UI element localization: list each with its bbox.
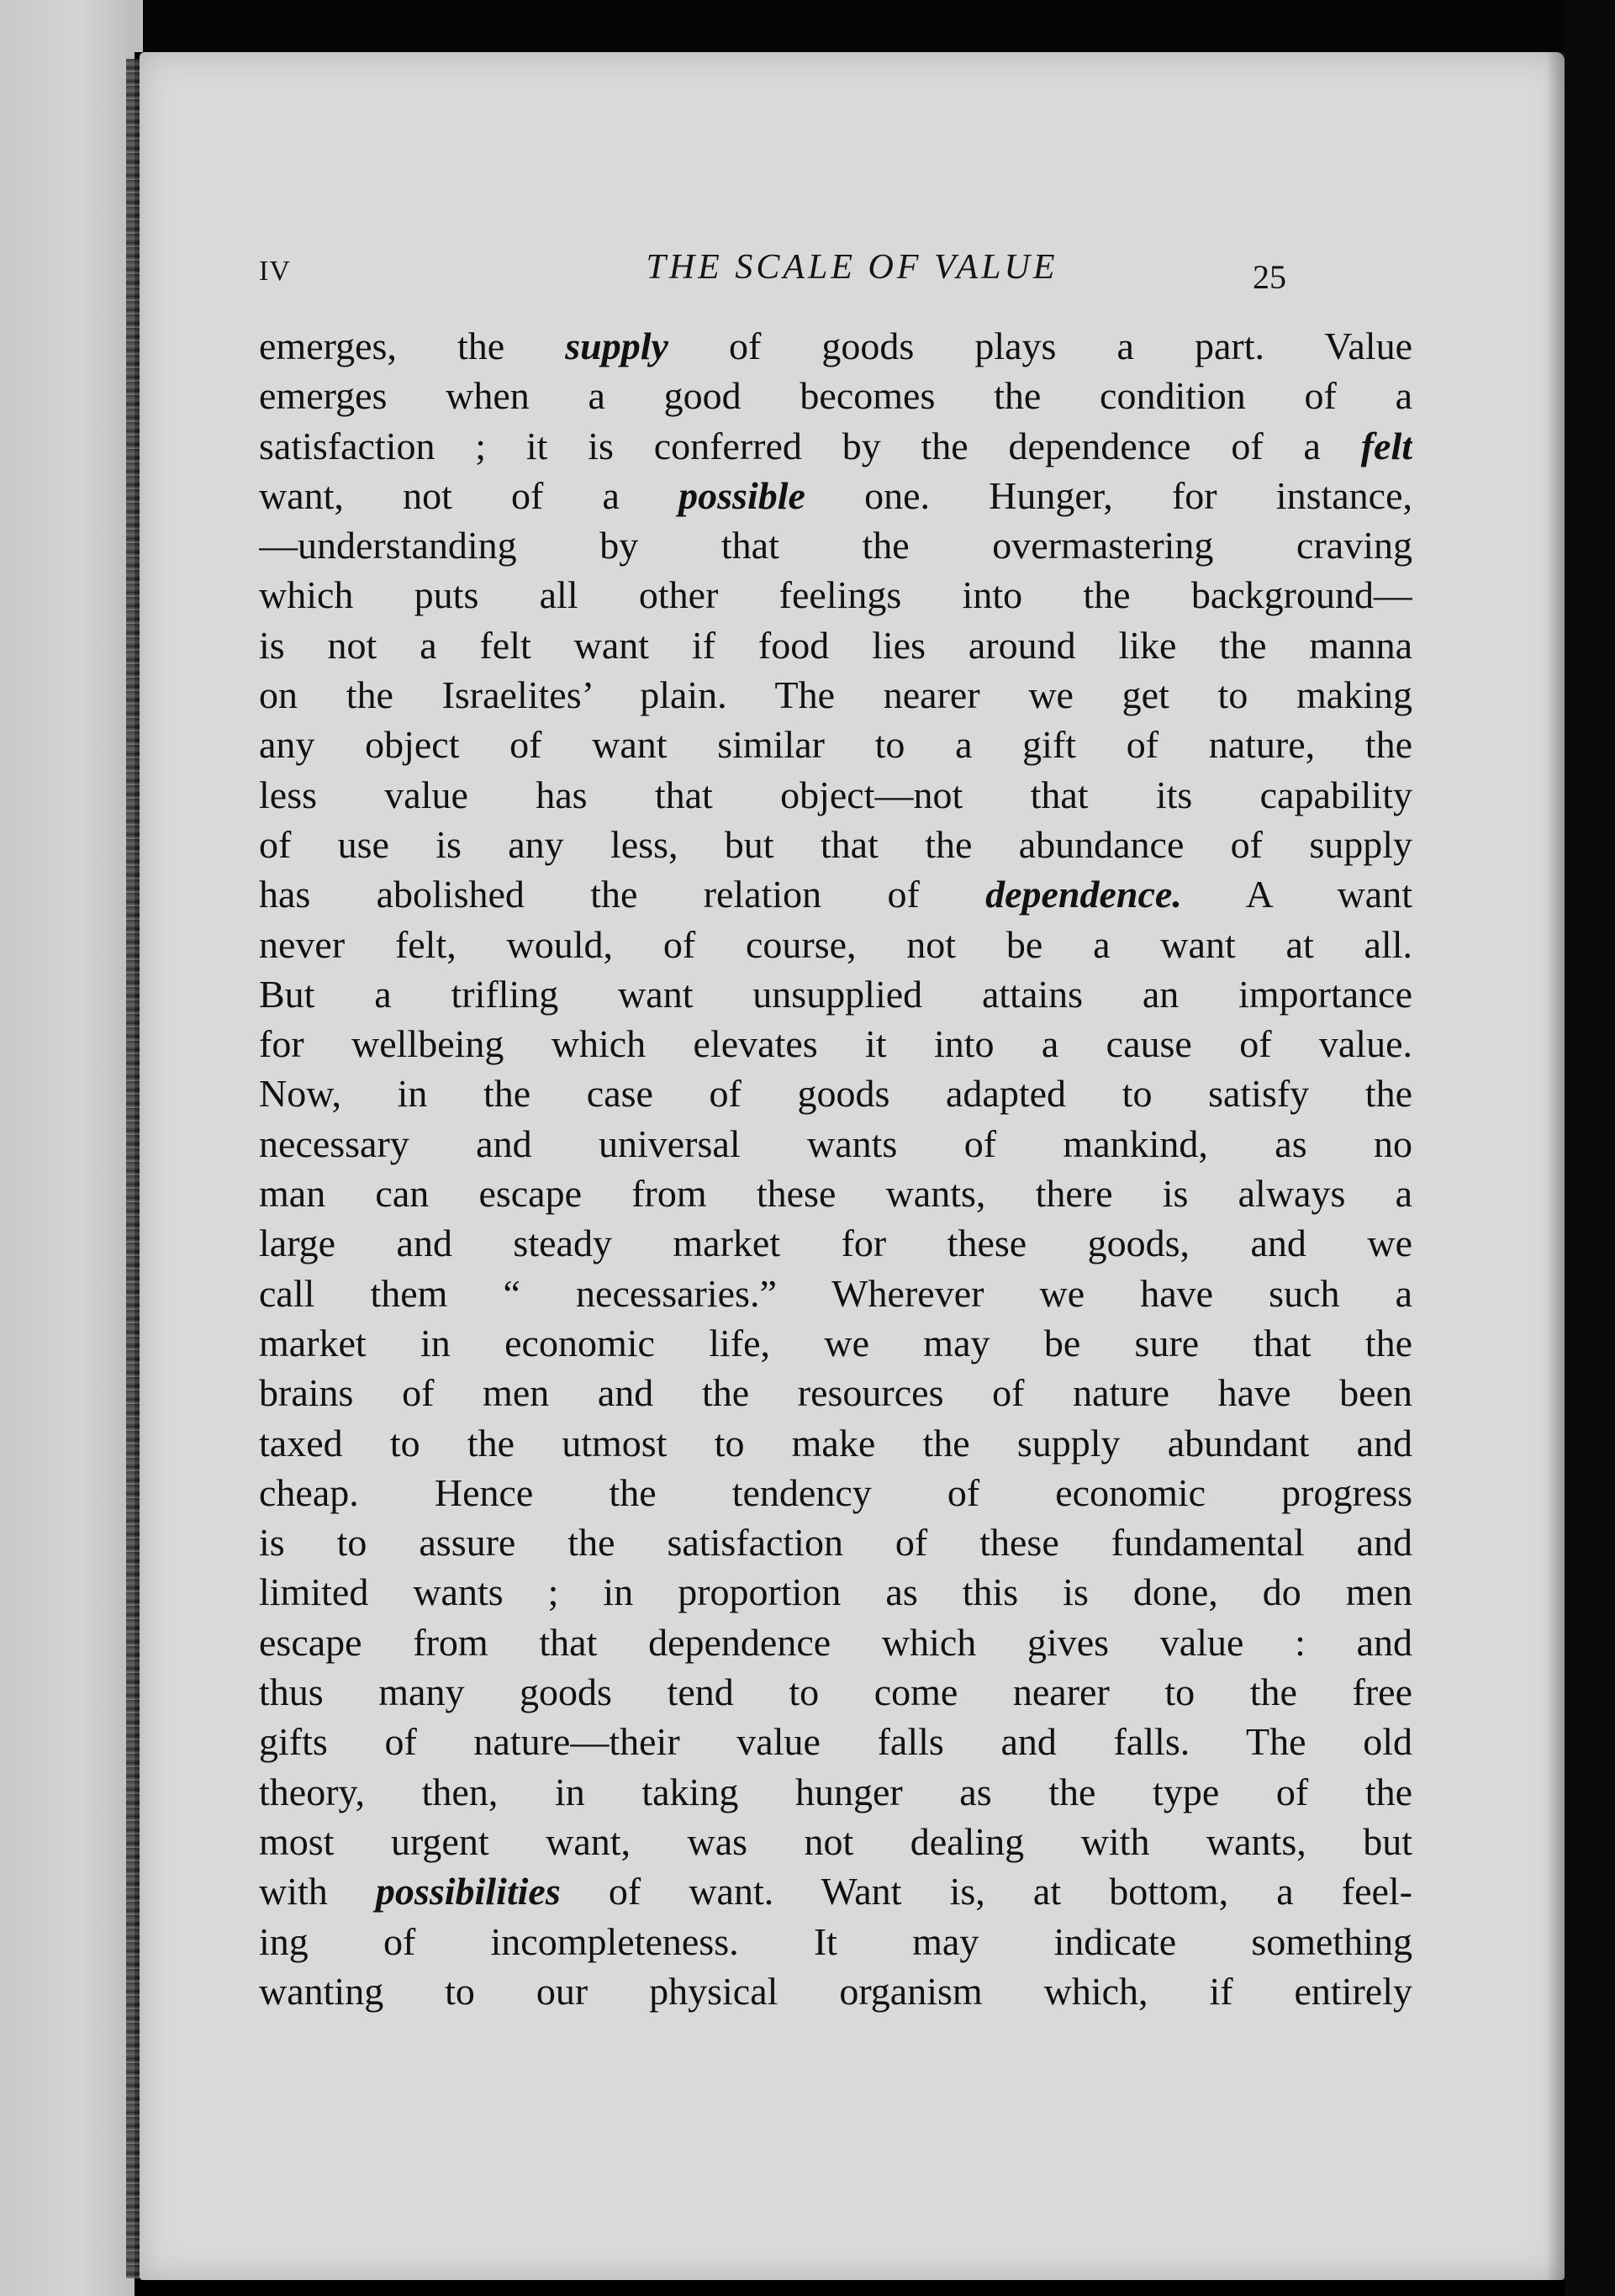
text-segment: less value has that object—not that its capability bbox=[259, 773, 1412, 816]
text-line bbox=[259, 1767, 1412, 1817]
text-segment: necessary and universal wants of mankind, as no bbox=[259, 1122, 1412, 1165]
text-segment: one. Hunger, for instance, bbox=[805, 473, 1412, 517]
text-segment: taxed to the utmost to make the supply abundant and bbox=[259, 1421, 1412, 1465]
italic-text: dependence. bbox=[985, 873, 1182, 916]
text-segment: But a trifling want unsupplied attains an importance bbox=[259, 972, 1412, 1016]
text-line bbox=[259, 770, 1412, 820]
text-segment: theory, then, in taking hunger as the type of the bbox=[259, 1770, 1412, 1813]
text-segment: ing of incompleteness. It may indicate something bbox=[259, 1919, 1412, 1963]
italic-text: supply bbox=[565, 325, 668, 367]
text-segment: is to assure the satisfaction of these fundamental and bbox=[259, 1521, 1412, 1565]
text-line bbox=[259, 1368, 1412, 1417]
text-line bbox=[259, 1817, 1412, 1866]
text-segment: limited wants ; in proportion as this is done, do men bbox=[259, 1570, 1412, 1614]
text-line bbox=[259, 1667, 1412, 1717]
text-line bbox=[259, 1917, 1412, 1966]
top-scan-border bbox=[0, 0, 1615, 52]
text-line bbox=[259, 371, 1412, 420]
text-line bbox=[259, 1618, 1412, 1667]
text-line bbox=[259, 520, 1412, 570]
text-segment: man can escape from these wants, there is always a bbox=[259, 1172, 1412, 1216]
text-segment: A want bbox=[1181, 873, 1412, 916]
text-line bbox=[259, 471, 1412, 520]
body-text bbox=[259, 321, 1412, 2016]
italic-text: possibilities bbox=[375, 1870, 561, 1913]
text-line bbox=[259, 1318, 1412, 1368]
italic-text: possible bbox=[678, 473, 805, 517]
text-segment: for wellbeing which elevates it into a cause of value. bbox=[259, 1022, 1412, 1066]
text-line bbox=[259, 421, 1412, 471]
book-page bbox=[140, 52, 1565, 2280]
text-line bbox=[259, 1567, 1412, 1617]
text-segment: never felt, would, of course, not be a want at all. bbox=[259, 922, 1412, 966]
text-segment: wanting to our physical organism which, if entirely bbox=[259, 1969, 1412, 2013]
text-segment: most urgent want, was not dealing with wants, but bbox=[259, 1819, 1412, 1863]
text-segment: any object of want similar to a gift of nature, the bbox=[259, 723, 1412, 767]
text-line bbox=[259, 1517, 1412, 1567]
page-number: 25 bbox=[1253, 258, 1286, 296]
text-segment: thus many goods tend to come nearer to the free bbox=[259, 1671, 1412, 1714]
text-line bbox=[259, 1069, 1412, 1118]
text-segment: has abolished the relation of bbox=[259, 873, 986, 916]
text-line bbox=[259, 1119, 1412, 1169]
text-segment: gifts of nature—their value falls and falls. The old bbox=[259, 1720, 1412, 1764]
page-edge-shadow bbox=[1546, 52, 1565, 2280]
text-line bbox=[259, 321, 1412, 371]
running-title: THE SCALE OF VALUE bbox=[646, 248, 1058, 287]
text-line bbox=[259, 1218, 1412, 1268]
chapter-number: IV bbox=[259, 256, 291, 287]
text-segment: escape from that dependence which gives value : and bbox=[259, 1620, 1412, 1664]
text-segment: large and steady market for these goods, and we bbox=[259, 1222, 1412, 1265]
text-segment: market in economic life, we may be sure that the bbox=[259, 1321, 1412, 1364]
text-segment: emerges when a good becomes the condition of a bbox=[259, 374, 1412, 418]
text-segment: of use is any less, but that the abundance of supply bbox=[259, 822, 1412, 866]
text-line bbox=[259, 570, 1412, 620]
text-segment: want, not of a bbox=[259, 473, 679, 517]
text-line bbox=[259, 1418, 1412, 1468]
text-line bbox=[259, 1966, 1412, 2016]
text-line bbox=[259, 1717, 1412, 1766]
text-segment: of goods plays a part. Value bbox=[668, 325, 1412, 367]
book-binding-edge bbox=[126, 59, 140, 2278]
text-line bbox=[259, 1866, 1412, 1916]
text-segment: brains of men and the resources of nature have been bbox=[259, 1371, 1412, 1415]
text-segment: —understanding by that the overmastering craving bbox=[259, 524, 1412, 567]
text-line bbox=[259, 920, 1412, 969]
text-line bbox=[259, 1269, 1412, 1318]
text-segment: which puts all other feelings into the background— bbox=[259, 573, 1412, 617]
text-line bbox=[259, 720, 1412, 769]
text-line bbox=[259, 820, 1412, 869]
text-line bbox=[259, 869, 1412, 919]
text-line bbox=[259, 969, 1412, 1019]
text-line bbox=[259, 620, 1412, 670]
text-segment: Now, in the case of goods adapted to satisfy the bbox=[259, 1072, 1412, 1116]
text-line bbox=[259, 1468, 1412, 1517]
running-head bbox=[140, 247, 1565, 298]
right-scan-border bbox=[1565, 0, 1615, 2296]
text-line bbox=[259, 670, 1412, 720]
italic-text: felt bbox=[1360, 424, 1412, 467]
text-segment: of want. Want is, at bottom, a feel- bbox=[560, 1870, 1412, 1913]
text-segment: satisfaction ; it is conferred by the dependence of a bbox=[259, 424, 1361, 467]
text-segment: cheap. Hence the tendency of economic progress bbox=[259, 1470, 1412, 1514]
text-segment: emerges, the bbox=[259, 325, 566, 367]
text-segment: call them “ necessaries.” Wherever we have such a bbox=[259, 1271, 1412, 1315]
facing-page-strip bbox=[0, 0, 135, 2296]
text-segment: on the Israelites’ plain. The nearer we get to making bbox=[259, 673, 1412, 717]
text-segment: with bbox=[259, 1870, 376, 1913]
text-segment: is not a felt want if food lies around like the manna bbox=[259, 623, 1412, 667]
text-line bbox=[259, 1169, 1412, 1218]
text-line bbox=[259, 1019, 1412, 1069]
